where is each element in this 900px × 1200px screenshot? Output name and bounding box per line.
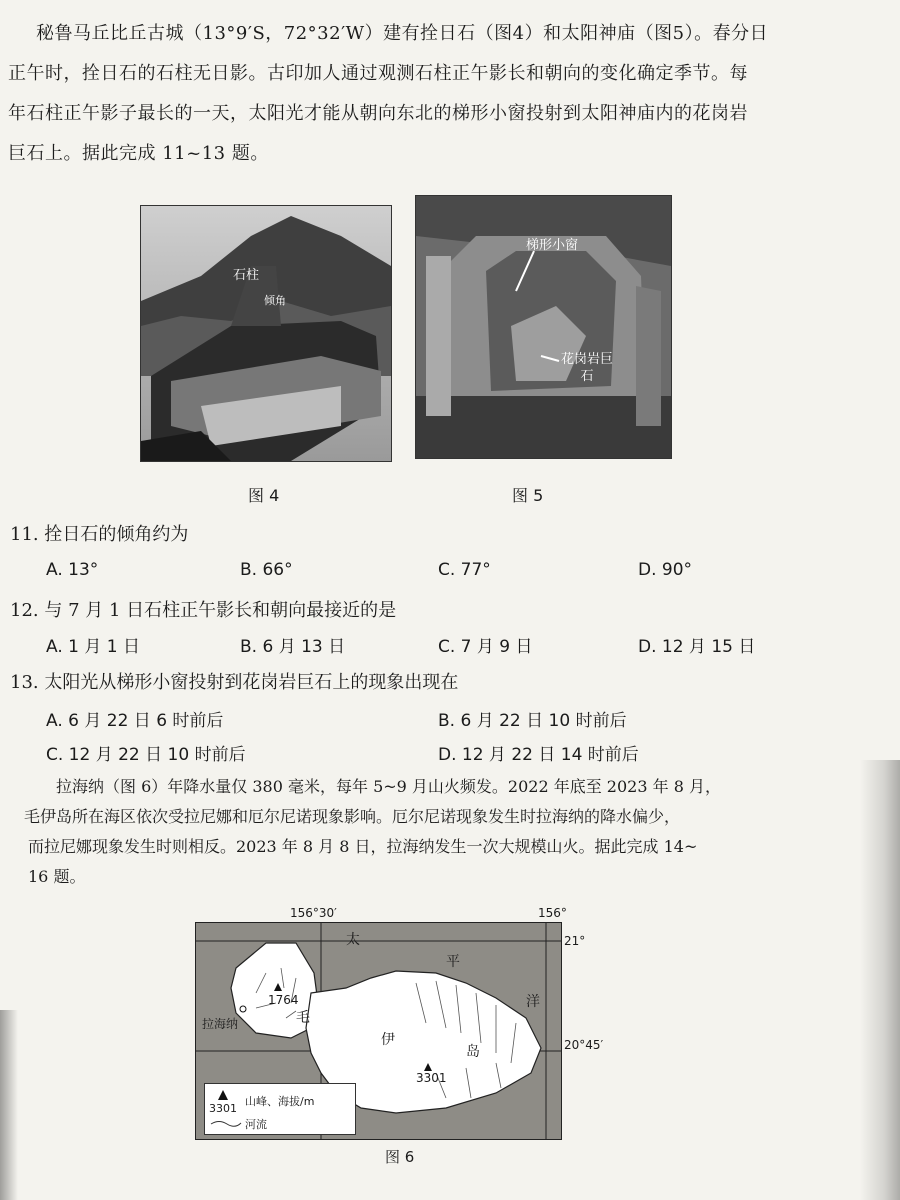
figure-4-caption: 图 4 <box>248 486 280 505</box>
town-label-lahaina: 拉海纳 <box>202 1017 239 1031</box>
question-12-stem: 12. 与 7 月 1 日石柱正午影长和朝向最接近的是 <box>10 600 397 621</box>
granite-rock-label: 花岗岩巨石 <box>561 352 614 384</box>
island-label-char-3: 岛 <box>466 1044 480 1060</box>
intro2-line: 而拉尼娜现象发生时则相反。2023 年 8 月 8 日，拉海纳发生一次大规模山火。据此完成 14~ <box>28 837 698 856</box>
question-11-option-b[interactable]: B. 66° <box>240 560 293 580</box>
scan-edge-shadow-right <box>860 760 900 1200</box>
pillar-label: 石柱 <box>233 268 260 283</box>
intro-line: 正午时，拴日石的石柱无日影。古印加人通过观测石柱正午影长和朝向的变化确定季节。每 <box>8 63 748 84</box>
longitude-label-east: 156° <box>538 906 567 920</box>
scan-edge-shadow-left <box>0 1010 18 1200</box>
latitude-label-mid: 20°45′ <box>564 1038 604 1052</box>
question-11-stem: 11. 拴日石的倾角约为 <box>10 524 189 545</box>
legend-river-label: 河流 <box>245 1118 267 1131</box>
figure-5-caption: 图 5 <box>512 486 544 505</box>
legend-peak-label: 山峰、海拔/m <box>245 1095 315 1108</box>
window-label: 梯形小窗 <box>526 238 579 253</box>
question-13-stem: 13. 太阳光从梯形小窗投射到花岗岩巨石上的现象出现在 <box>10 672 459 693</box>
question-13-option-c[interactable]: C. 12 月 22 日 10 时前后 <box>46 745 246 765</box>
legend-peak-value: 3301 <box>209 1102 237 1115</box>
figure-6-caption: 图 6 <box>385 1148 415 1166</box>
question-12-option-b[interactable]: B. 6 月 13 日 <box>240 637 346 657</box>
ocean-label-char-1: 太 <box>346 932 360 948</box>
question-13-option-a[interactable]: A. 6 月 22 日 6 时前后 <box>46 711 224 731</box>
latitude-label-top: 21° <box>564 934 586 948</box>
intro2-line: 毛伊岛所在海区依次受拉尼娜和厄尔尼诺现象影响。厄尔尼诺现象发生时拉海纳的降水偏少， <box>24 807 681 826</box>
intro2-line: 拉海纳（图 6）年降水量仅 380 毫米，每年 5~9 月山火频发。2022 年底至 2023 年 8 月， <box>56 777 721 796</box>
ocean-label-char-2: 平 <box>446 954 460 970</box>
intro-line: 巨石上。据此完成 11~13 题。 <box>8 143 269 164</box>
question-11-option-a[interactable]: A. 13° <box>46 560 99 580</box>
map-legend <box>204 1083 356 1135</box>
peak-triangle-icon <box>213 1088 233 1102</box>
maui-map <box>195 922 562 1140</box>
question-11-option-c[interactable]: C. 77° <box>438 560 491 580</box>
longitude-label-west: 156°30′ <box>290 906 337 920</box>
figure-4-photo <box>140 205 392 462</box>
intro2-paragraph <box>24 772 848 892</box>
intro-line: 年石柱正午影子最长的一天，太阳光才能从朝向东北的梯形小窗投射到太阳神庙内的花岗岩 <box>8 103 748 124</box>
island-label-char-1: 毛 <box>296 1010 310 1026</box>
ocean-label-char-3: 洋 <box>526 994 540 1010</box>
figure-5-photo <box>415 195 672 459</box>
island-label-char-2: 伊 <box>381 1032 395 1048</box>
question-12-option-c[interactable]: C. 7 月 9 日 <box>438 637 533 657</box>
question-12-option-a[interactable]: A. 1 月 1 日 <box>46 637 140 657</box>
intihuatana-stone-illustration <box>141 206 391 461</box>
question-13-option-d[interactable]: D. 12 月 22 日 14 时前后 <box>438 745 639 765</box>
peak-elevation-east: 3301 <box>416 1071 447 1085</box>
river-line-icon <box>209 1118 243 1128</box>
question-11-option-d[interactable]: D. 90° <box>638 560 693 580</box>
intro2-line: 16 题。 <box>28 867 86 886</box>
intro-paragraph <box>8 14 888 174</box>
peak-elevation-west: 1764 <box>268 993 299 1007</box>
intro-line: 秘鲁马丘比丘古城（13°9′S，72°32′W）建有拴日石（图4）和太阳神庙（图5）。春分日 <box>36 23 769 44</box>
question-13-option-b[interactable]: B. 6 月 22 日 10 时前后 <box>438 711 627 731</box>
question-12-option-d[interactable]: D. 12 月 15 日 <box>638 637 756 657</box>
angle-label: 倾角 <box>264 294 286 307</box>
